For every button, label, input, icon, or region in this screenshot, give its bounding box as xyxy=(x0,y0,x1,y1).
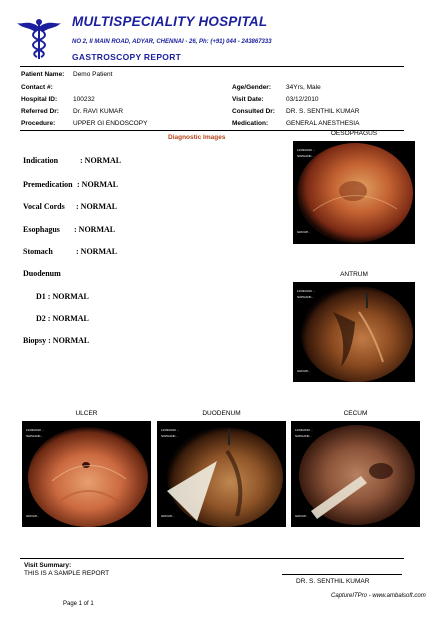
header-divider xyxy=(20,66,404,67)
biopsy-finding: Biopsy : NORMAL xyxy=(23,336,90,345)
stomach-label: Stomach xyxy=(23,247,53,256)
contact-label: Contact #: xyxy=(21,84,53,91)
visit-summary: THIS IS A SAMPLE REPORT xyxy=(24,570,110,577)
signature-line xyxy=(282,574,402,575)
report-title: GASTROSCOPY REPORT xyxy=(72,52,182,62)
software-credit: CaptureITPro - www.ambalsoft.com xyxy=(331,593,426,599)
referred-label: Referred Dr: xyxy=(21,108,59,115)
oesophagus-caption: OESOPHAGUS xyxy=(330,130,378,137)
vocal-cords-value: : NORMAL xyxy=(76,202,118,211)
duodenum-endoscopy-image xyxy=(157,421,286,527)
svg-text:11/03/2010 ...: 11/03/2010 ... xyxy=(297,148,316,152)
age-gender: 34Yrs, Male xyxy=(286,84,321,91)
referred-doctor: Dr. RAVI KUMAR xyxy=(73,108,124,115)
hospital-address: NO 2, II MAIN ROAD, ADYAR, CHENNAI - 26, Ph: (+91) 044 - 243867333 xyxy=(72,39,272,45)
medication: GENERAL ANESTHESIA xyxy=(286,120,360,127)
visit-date-label: Visit Date: xyxy=(232,96,264,103)
svg-text:GROUP...: GROUP... xyxy=(297,369,311,373)
svg-text:SUPHANK...: SUPHANK... xyxy=(161,434,179,438)
svg-text:SUPHANK...: SUPHANK... xyxy=(297,295,315,299)
antrum-caption: ANTRUM xyxy=(340,271,368,278)
consulted-label: Consulted Dr: xyxy=(232,108,275,115)
hospital-id: 100232 xyxy=(73,96,95,103)
premedication-value: : NORMAL xyxy=(77,180,119,189)
svg-text:SUPHANK...: SUPHANK... xyxy=(297,154,315,158)
premedication-label: Premedication xyxy=(23,180,73,189)
esophagus-label: Esophagus xyxy=(23,225,60,234)
ulcer-endoscopy-image xyxy=(22,421,151,527)
procedure-label: Procedure: xyxy=(21,120,56,127)
oesophagus-endoscopy-image xyxy=(293,141,415,244)
diagnostic-images-title: Diagnostic Images xyxy=(168,134,226,141)
svg-text:GROUP...: GROUP... xyxy=(161,514,175,518)
svg-text:GROUP...: GROUP... xyxy=(297,230,311,234)
patient-name: Demo Patient xyxy=(73,71,113,78)
procedure: UPPER GI ENDOSCOPY xyxy=(73,120,148,127)
age-gender-label: Age/Gender: xyxy=(232,84,272,91)
duodenum-caption: DUODENUM xyxy=(202,410,241,417)
duodenum-label: Duodenum xyxy=(23,269,61,278)
consulted-doctor: DR. S. SENTHIL KUMAR xyxy=(286,108,360,115)
svg-text:11/03/2010 ...: 11/03/2010 ... xyxy=(161,428,180,432)
signing-doctor: DR. S. SENTHIL KUMAR xyxy=(296,578,370,585)
ulcer-caption: ULCER xyxy=(75,410,98,417)
d1-finding: D1 : NORMAL xyxy=(36,292,89,301)
d2-finding: D2 : NORMAL xyxy=(36,314,89,323)
stomach-value: : NORMAL xyxy=(76,247,118,256)
hospital-id-label: Hospital ID: xyxy=(21,96,58,103)
patient-name-label: Patient Name: xyxy=(21,71,65,78)
cecum-endoscopy-image xyxy=(291,421,420,527)
page-number: Page 1 of 1 xyxy=(63,601,94,607)
caduceus-icon xyxy=(15,13,63,61)
footer-divider xyxy=(20,558,404,559)
medication-label: Medication: xyxy=(232,120,269,127)
indication-value: : NORMAL xyxy=(80,156,122,165)
esophagus-value: : NORMAL xyxy=(74,225,116,234)
visit-summary-label: Visit Summary: xyxy=(24,562,72,569)
svg-text:11/03/2010 ...: 11/03/2010 ... xyxy=(295,428,314,432)
visit-date: 03/12/2010 xyxy=(286,96,319,103)
vocal-cords-label: Vocal Cords xyxy=(23,202,65,211)
svg-text:11/03/2010 ...: 11/03/2010 ... xyxy=(297,289,316,293)
antrum-endoscopy-image xyxy=(293,282,415,382)
svg-text:GROUP...: GROUP... xyxy=(295,514,309,518)
indication-label: Indication xyxy=(23,156,59,165)
svg-text:SUPHANK...: SUPHANK... xyxy=(295,434,313,438)
svg-text:GROUP...: GROUP... xyxy=(26,514,40,518)
hospital-name: MULTISPECIALITY HOSPITAL xyxy=(72,14,268,29)
svg-text:SUPHANK...: SUPHANK... xyxy=(26,434,44,438)
svg-text:11/03/2010 ...: 11/03/2010 ... xyxy=(26,428,45,432)
cecum-caption: CECUM xyxy=(343,410,368,417)
